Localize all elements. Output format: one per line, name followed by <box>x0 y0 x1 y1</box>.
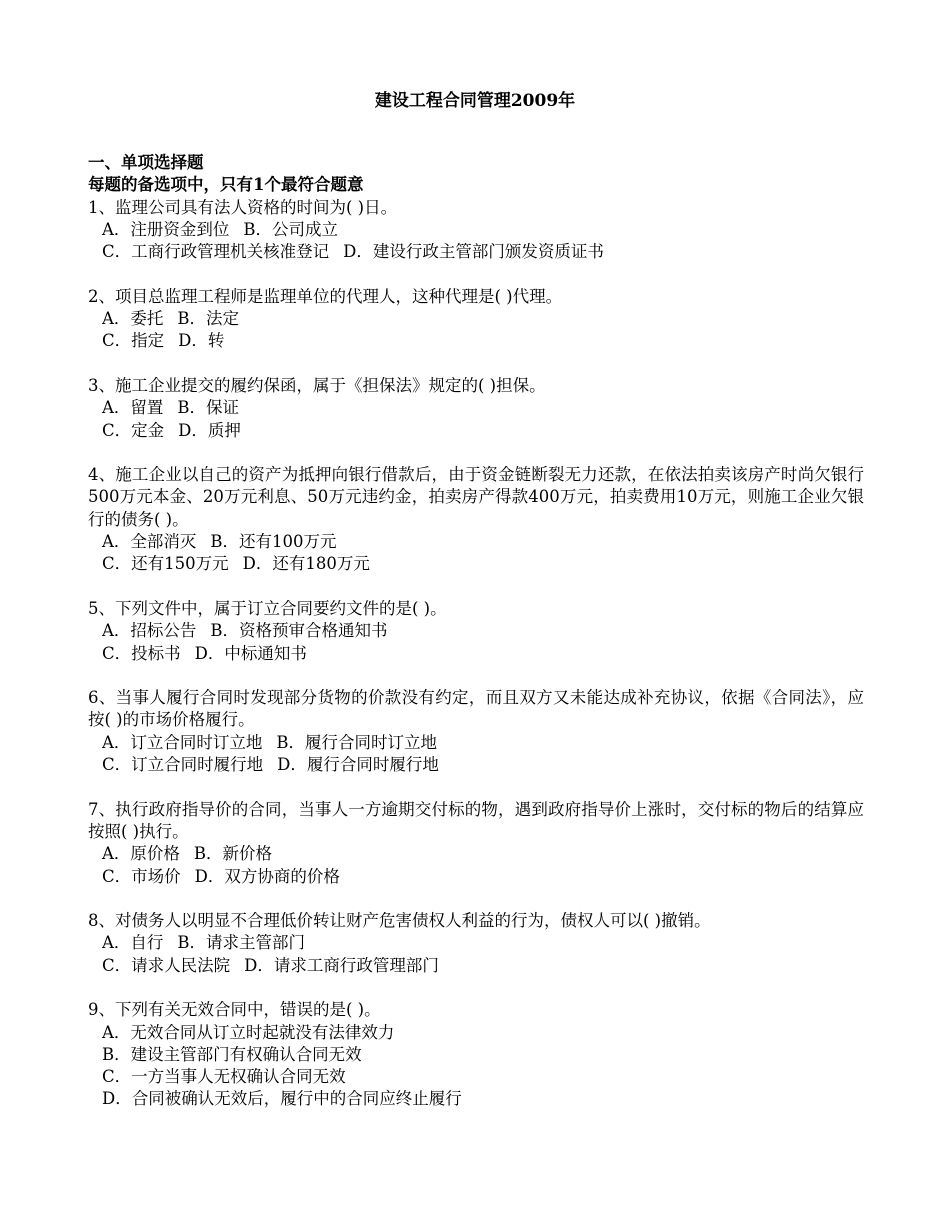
question-8 <box>88 910 864 977</box>
question-2 <box>88 286 864 353</box>
answer-option: A．原价格 <box>102 844 180 864</box>
question-spacer <box>88 977 864 999</box>
option-line <box>88 553 864 575</box>
option-line <box>88 955 864 977</box>
answer-option: C．订立合同时履行地 <box>102 755 264 775</box>
answer-option: B．保证 <box>177 398 240 418</box>
question-stem: 4、施工企业以自己的资产为抵押向银行借款后，由于资金链断裂无力还款，在依法拍卖该房产时尚欠银行500万元本金、20万元利息、50万元违约金，拍卖房产得款400万元，拍卖费用10万元，则施工企业欠银行的债务( )。 <box>88 465 864 529</box>
answer-option: B．资格预审合格通知书 <box>210 621 388 641</box>
option-line <box>88 932 864 954</box>
question-stem: 7、执行政府指导价的合同，当事人一方逾期交付标的物，遇到政府指导价上涨时，交付标的物后的结算应按照( )执行。 <box>88 799 864 841</box>
option-line <box>88 397 864 419</box>
question-stem: 8、对债务人以明显不合理低价转让财产危害债权人利益的行为，债权人可以( )撤销。 <box>88 911 711 931</box>
option-line <box>88 1088 864 1110</box>
answer-option: C．还有150万元 <box>102 554 229 574</box>
answer-option: A．招标公告 <box>102 621 197 641</box>
answer-option: D．中标通知书 <box>194 643 307 663</box>
answer-option: A．自行 <box>102 933 164 953</box>
question-9 <box>88 999 864 1110</box>
question-spacer <box>88 442 864 464</box>
answer-option: D．请求工商行政管理部门 <box>244 955 439 975</box>
document-body <box>88 152 864 1111</box>
answer-option: D．还有180万元 <box>242 554 370 574</box>
answer-option: C．定金 <box>102 420 165 440</box>
section-instruction: 每题的备选项中，只有1个最符合题意 <box>88 175 364 195</box>
question-4 <box>88 464 864 575</box>
question-stem: 1、监理公司具有法人资格的时间为( )日。 <box>88 197 398 217</box>
option-line <box>88 732 864 754</box>
answer-option: A．委托 <box>102 309 164 329</box>
answer-option: D．转 <box>178 331 225 351</box>
answer-option: A．全部消灭 <box>102 532 197 552</box>
option-line <box>88 330 864 352</box>
answer-option: A．留置 <box>102 398 164 418</box>
option-line <box>88 531 864 553</box>
answer-option: A．订立合同时订立地 <box>102 732 263 752</box>
question-5 <box>88 598 864 665</box>
answer-option: D．合同被确认无效后，履行中的合同应终止履行 <box>102 1089 462 1109</box>
answer-option: C．一方当事人无权确认合同无效 <box>102 1067 346 1087</box>
option-line <box>88 620 864 642</box>
option-line <box>88 1066 864 1088</box>
question-spacer <box>88 665 864 687</box>
answer-option: B．还有100万元 <box>210 532 337 552</box>
question-stem: 6、当事人履行合同时发现部分货物的价款没有约定，而且双方又未能达成补充协议，依据《合同法》，应按( )的市场价格履行。 <box>88 688 864 730</box>
question-stem: 2、项目总监理工程师是监理单位的代理人，这种代理是( )代理。 <box>88 286 563 306</box>
question-3 <box>88 375 864 442</box>
answer-option: C．指定 <box>102 331 165 351</box>
answer-option: C．市场价 <box>102 866 181 886</box>
answer-option: A．注册资金到位 <box>102 219 230 239</box>
question-list <box>88 197 864 1111</box>
answer-option: C．投标书 <box>102 643 181 663</box>
option-line <box>88 1044 864 1066</box>
answer-option: D．质押 <box>178 420 241 440</box>
answer-option: D．双方协商的价格 <box>194 866 340 886</box>
section-heading: 一、单项选择题 <box>88 153 204 172</box>
question-stem: 5、下列文件中，属于订立合同要约文件的是( )。 <box>88 598 447 618</box>
question-stem: 3、施工企业提交的履约保函，属于《担保法》规定的( )担保。 <box>88 375 546 395</box>
question-6 <box>88 687 864 776</box>
answer-option: B．履行合同时订立地 <box>276 732 438 752</box>
option-line <box>88 843 864 865</box>
option-line <box>88 643 864 665</box>
answer-option: B．法定 <box>177 309 240 329</box>
option-line <box>88 754 864 776</box>
answer-option: A．无效合同从订立时起就没有法律效力 <box>102 1022 395 1042</box>
question-spacer <box>88 576 864 598</box>
option-line <box>88 219 864 241</box>
question-spacer <box>88 776 864 798</box>
answer-option: D．建设行政主管部门颁发资质证书 <box>343 242 604 262</box>
question-7 <box>88 799 864 888</box>
question-spacer <box>88 263 864 285</box>
option-line <box>88 308 864 330</box>
answer-option: B．建设主管部门有权确认合同无效 <box>102 1044 362 1064</box>
answer-option: B．公司成立 <box>243 219 339 239</box>
option-line <box>88 866 864 888</box>
answer-option: C．工商行政管理机关核准登记 <box>102 242 330 262</box>
answer-option: D．履行合同时履行地 <box>277 755 439 775</box>
document-title: 建设工程合同管理2009年 <box>374 91 576 111</box>
option-line <box>88 420 864 442</box>
answer-option: B．新价格 <box>193 844 273 864</box>
question-spacer <box>88 353 864 375</box>
question-stem: 9、下列有关无效合同中，错误的是( )。 <box>88 1000 381 1020</box>
answer-option: B．请求主管部门 <box>177 933 306 953</box>
question-spacer <box>88 888 864 910</box>
option-line <box>88 241 864 263</box>
option-line <box>88 1022 864 1044</box>
answer-option: C．请求人民法院 <box>102 955 231 975</box>
question-1 <box>88 197 864 264</box>
